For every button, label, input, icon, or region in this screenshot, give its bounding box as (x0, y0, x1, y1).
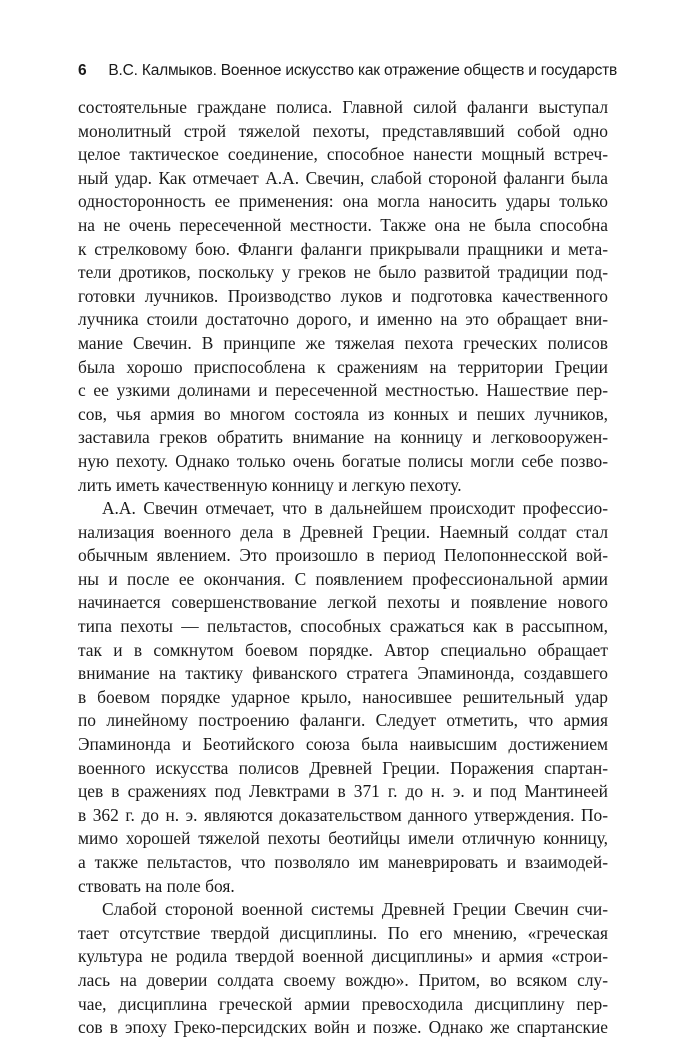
text-line: Эпаминонда и Беотийского союза была наивысшим достижением (78, 734, 608, 755)
text-line: целое тактическое соединение, способное нанести мощный встреч- (78, 144, 608, 165)
text-line: состоятельные граждане полиса. Главной силой фаланги выступал (78, 97, 608, 117)
text-line: типа пехоты — пельтастов, способных сражаться как в рассыпном, (78, 616, 608, 637)
page-number: 6 (78, 62, 87, 79)
paragraph (78, 96, 608, 497)
text-line: нализация военного дела в Древней Греции. Наемный солдат стал (78, 521, 608, 542)
text-line: военного искусства полисов Древней Греции. Поражения спартан- (78, 757, 608, 778)
text-line: мание Свечин. В принципе же тяжелая пехота греческих полисов (78, 332, 608, 353)
body-text (78, 96, 608, 1040)
text-line: чае, дисциплина греческой армии превосходила дисциплину пер- (78, 993, 608, 1014)
text-line: лить иметь качественную конницу и легкую пехоту. (78, 474, 462, 495)
text-line: А.А. Свечин отмечает, что в дальнейшем происходит профессио- (102, 498, 608, 519)
text-line: Слабой стороной военной системы Древней Греции Свечин счи- (102, 899, 608, 920)
text-line: начинается совершенствование легкой пехоты и появление нового (78, 592, 608, 613)
text-line: ны и после ее окончания. С появлением профессиональной армии (78, 568, 608, 589)
text-line: сов в эпоху Греко-персидских войн и позже. Однако же спартанские (78, 1017, 608, 1038)
text-line: заставила греков обратить внимание на конницу и легковооружен- (78, 427, 608, 448)
paragraph (78, 898, 608, 1040)
text-line: тели дротиков, поскольку у греков не было развитой традиции под- (78, 262, 608, 283)
text-line: тает отсутствие твердой дисциплины. По его мнению, «греческая (78, 922, 608, 943)
text-line: лась на доверии солдата своему вождю». Притом, во всяком слу- (78, 969, 608, 990)
text-line: ную пехоту. Однако только очень богатые полисы могли себе позво- (78, 450, 608, 471)
text-line: к стрелковому бою. Фланги фаланги прикрывали пращники и мета- (78, 238, 608, 259)
text-line: была хорошо приспособлена к сражениям на территории Греции (78, 356, 608, 377)
running-title: В.С. Калмыков. Военное искусство как отражение обществ и государств (108, 62, 618, 79)
text-line: готовки лучников. Производство луков и подготовка качественного (78, 285, 608, 306)
text-line: обычным явлением. Это произошло в период Пелопоннесской вой- (78, 545, 608, 566)
text-line: монолитный строй тяжелой пехоты, представлявший собой одно (78, 120, 608, 141)
text-line: цев в сражениях под Левктрами в 371 г. до н. э. и под Мантинеей (78, 781, 608, 802)
text-line: ствовать на поле боя. (78, 875, 235, 896)
text-line: односторонность ее применения: она могла наносить удары только (78, 191, 608, 212)
text-line: по линейному построению фаланги. Следует отметить, что армия (78, 710, 608, 731)
text-line: сов, чья армия во многом состояла из конных и пеших лучников, (78, 403, 608, 424)
text-line: в боевом порядке ударное крыло, наносившее решительный удар (78, 686, 608, 707)
paragraph (78, 497, 608, 898)
text-line: в 362 г. до н. э. являются доказательством данного утверждения. По- (78, 804, 608, 825)
text-line: на не очень пересеченной местности. Также она не была способна (78, 214, 608, 235)
running-header (78, 60, 618, 82)
text-line: а также пельтастов, что позволяло им маневрировать и взаимодей- (78, 852, 608, 872)
text-line: ный удар. Как отмечает А.А. Свечин, слабой стороной фаланги была (78, 167, 608, 188)
text-line: так и в сомкнутом боевом порядке. Автор специально обращает (78, 639, 608, 660)
text-line: внимание на тактику фиванского стратега Эпаминонда, создавшего (78, 663, 608, 684)
text-line: лучника стоили достаточно дорого, и именно на это обращает вни- (78, 309, 608, 330)
text-line: культура не родила твердой военной дисциплины» и армия «строи- (78, 946, 608, 967)
text-line: с ее узкими долинами и пересеченной местностью. Нашествие пер- (78, 380, 608, 401)
text-line: мимо хорошей тяжелой пехоты беотийцы имели отличную конницу, (78, 828, 608, 849)
